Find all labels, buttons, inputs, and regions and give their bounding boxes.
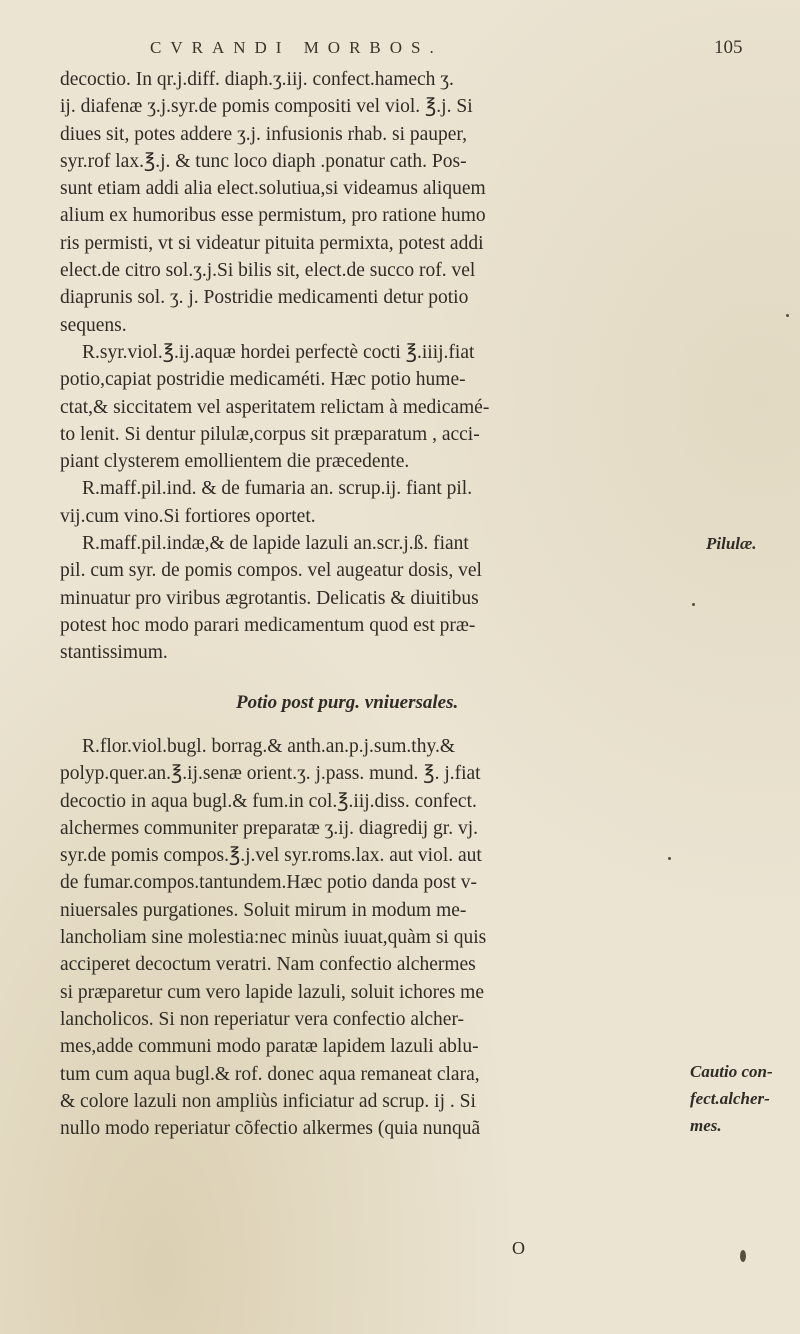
text-line: decoctio. In qr.j.diff. diaph.ʒ.iij. confect.hamech ʒ.: [60, 69, 454, 90]
text-line: de fumar.compos.tantundem.Hæc potio danda post v-: [60, 872, 478, 894]
ink-spot: [692, 603, 695, 606]
second-text-block: [60, 733, 660, 1142]
ink-spot: [786, 314, 789, 317]
text-line: minuatur pro viribus ægrotantis. Delicatis & diuitibus: [60, 587, 479, 609]
text-line: lancholicos. Si non reperiatur vera confectio alcher-: [60, 1008, 465, 1030]
text-line: lancholiam sine molestia:nec minùs iuuat,quàm si quis: [60, 927, 487, 949]
text-line: mes,adde communi modo paratæ lapidem lazuli ablu-: [60, 1036, 479, 1058]
margin-note-cautio: fect.alcher-: [690, 1089, 770, 1108]
text-line: elect.de citro sol.ʒ.j.Si bilis sit, elect.de succo rof. vel: [60, 260, 476, 282]
text-line: acciperet decoctum veratri. Nam confectio alchermes: [60, 954, 476, 976]
ink-spot: [740, 1250, 746, 1262]
text-line: polyp.quer.an.℥.ij.senæ orient.ʒ. j.pass. mund. ℥. j.fiat: [60, 763, 481, 785]
text-line: si præparetur cum vero lapide lazuli, soluit ichores me: [60, 981, 485, 1003]
recipe-line: R.flor.viol.bugl. borrag.& anth.an.p.j.sum.thy.&: [82, 736, 455, 757]
running-head: CVRANDI MORBOS.: [150, 38, 443, 57]
text-line: piant clysterem emollientem die præcedente.: [60, 451, 410, 473]
text-line: sunt etiam addi alia elect.solutiua,si videamus aliquem: [60, 178, 486, 200]
text-line: tum cum aqua bugl.& rof. donec aqua remaneat clara,: [60, 1063, 480, 1085]
section-heading: Potio post purg. vniuersales.: [236, 692, 459, 713]
page-number: 105: [714, 37, 743, 58]
text-line: pil. cum syr. de pomis compos. vel augeatur dosis, vel: [60, 560, 482, 582]
text-line: potest hoc modo parari medicamentum quod est præ-: [60, 614, 476, 636]
ink-spot: [668, 857, 671, 860]
text-line: ris permisti, vt si videatur pituita permixta, potest addi: [60, 232, 484, 254]
text-line: ij. diafenæ ʒ.j.syr.de pomis compositi vel viol. ℥.j. Si: [60, 96, 473, 118]
text-line: ctat,& siccitatem vel asperitatem relictam à medicamé-: [60, 396, 490, 418]
catchword: O: [512, 1238, 525, 1258]
main-text-block: [60, 66, 650, 667]
text-line: niuersales purgationes. Soluit mirum in modum me-: [60, 899, 467, 921]
recipe-line: R.maff.pil.indæ,& de lapide lazuli an.scr.j.ß. fiant: [82, 533, 469, 555]
text-line: potio,capiat postridie medicaméti. Hæc potio hume-: [60, 369, 466, 391]
text-line: diaprunis sol. ʒ. j. Postridie medicamenti detur potio: [60, 287, 469, 309]
text-line: & colore lazuli non ampliùs inficiatur ad scrup. ij . Si: [60, 1090, 476, 1112]
text-line: stantissimum.: [60, 642, 168, 664]
margin-note-pilulae: Pilulæ.: [706, 534, 757, 553]
recipe-line: R.syr.viol.℥.ij.aquæ hordei perfectè cocti ℥.iiij.fiat: [82, 341, 475, 363]
margin-note-cautio: mes.: [690, 1116, 722, 1135]
text-line: diues sit, potes addere ʒ.j. infusionis rhab. si pauper,: [60, 123, 468, 145]
text-line: syr.de pomis compos.℥.j.vel syr.roms.lax. aut viol. aut: [60, 845, 482, 867]
text-line: decoctio in aqua bugl.& fum.in col.℥.iij.diss. confect.: [60, 790, 477, 812]
text-line: alchermes communiter preparatæ ʒ.ij. diagredij gr. vj.: [60, 817, 479, 839]
text-line: alium ex humoribus esse permistum, pro ratione humo: [60, 205, 486, 227]
text-line: nullo modo reperiatur cõfectio alkermes (quia nunquã: [60, 1118, 481, 1140]
text-line: to lenit. Si dentur pilulæ,corpus sit præparatum , acci-: [60, 423, 480, 445]
margin-note-cautio: Cautio con-: [690, 1062, 773, 1081]
text-line: vij.cum vino.Si fortiores oportet.: [60, 505, 316, 527]
text-line: syr.rof lax.℥.j. & tunc loco diaph .ponatur cath. Pos-: [60, 150, 467, 172]
recipe-line: R.maff.pil.ind. & de fumaria an. scrup.ij. fiant pil.: [82, 478, 473, 500]
text-line: sequens.: [60, 314, 127, 336]
